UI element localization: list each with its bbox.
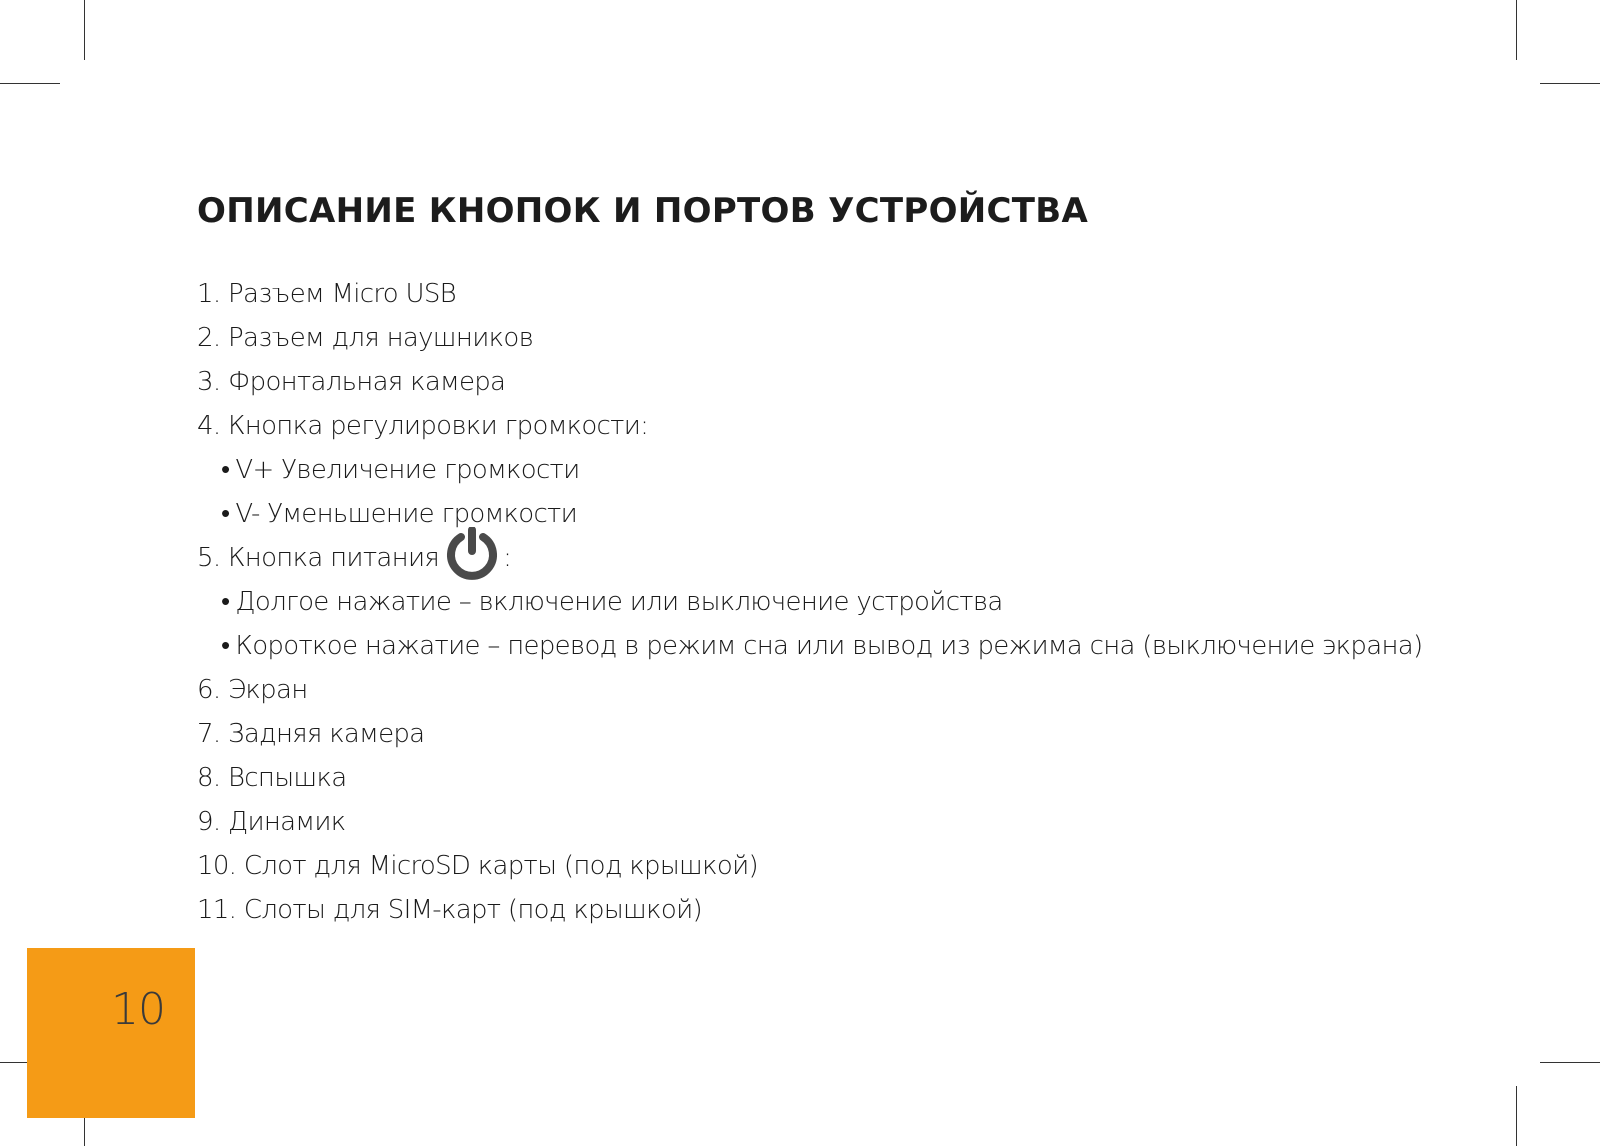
item-text: Короткое нажатие – перевод в режим сна или вывод из режима сна (выключение экрана): [235, 631, 1423, 661]
list-item: [197, 668, 1422, 712]
list-item: [197, 844, 1422, 888]
list-item: [197, 712, 1422, 756]
list-item: [197, 756, 1422, 800]
bullet: •: [221, 499, 230, 529]
item-text: 3. Фронтальная камера: [197, 367, 506, 397]
list-item: [197, 316, 1422, 360]
item-text: 4. Кнопка регулировки громкости:: [197, 411, 649, 441]
list-item: [197, 360, 1422, 404]
item-text: V+ Увеличение громкости: [235, 455, 580, 485]
crop-mark: [1540, 1062, 1600, 1063]
list-subitem: [197, 580, 1422, 624]
item-suffix: :: [503, 543, 512, 573]
item-text: 9. Динамик: [197, 807, 346, 837]
list-subitem: [197, 624, 1422, 668]
item-text: 6. Экран: [197, 675, 308, 705]
bullet: •: [221, 587, 230, 617]
crop-mark: [84, 0, 85, 60]
item-text: 11. Слоты для SIM-карт (под крышкой): [197, 895, 702, 925]
power-icon: [443, 527, 501, 581]
bullet: •: [221, 631, 230, 661]
item-text: 5. Кнопка питания: [197, 543, 440, 573]
list-item: [197, 404, 1422, 448]
page-title: ОПИСАНИЕ КНОПОК И ПОРТОВ УСТРОЙСТВА: [197, 191, 1089, 231]
item-text: 10. Слот для MicroSD карты (под крышкой): [197, 851, 758, 881]
bullet: •: [221, 455, 230, 485]
item-text: 1. Разъем Micro USB: [197, 279, 457, 309]
crop-mark: [1516, 0, 1517, 60]
page-number-box: [27, 948, 195, 1118]
crop-mark: [1516, 1086, 1517, 1146]
list-subitem: [197, 448, 1422, 492]
list-item: [197, 888, 1422, 932]
crop-mark: [1540, 83, 1600, 84]
item-text: V- Уменьшение громкости: [235, 499, 578, 529]
ports-list: [197, 272, 1422, 932]
crop-mark: [0, 83, 60, 84]
item-text: 2. Разъем для наушников: [197, 323, 534, 353]
item-text: 7. Задняя камера: [197, 719, 425, 749]
list-item: [197, 272, 1422, 316]
item-text: Долгое нажатие – включение или выключение устройства: [235, 587, 1003, 617]
item-text: 8. Вспышка: [197, 763, 347, 793]
page-number: 10: [111, 984, 165, 1035]
list-subitem: [197, 492, 1422, 536]
list-item: [197, 800, 1422, 844]
list-item: [197, 536, 1422, 580]
